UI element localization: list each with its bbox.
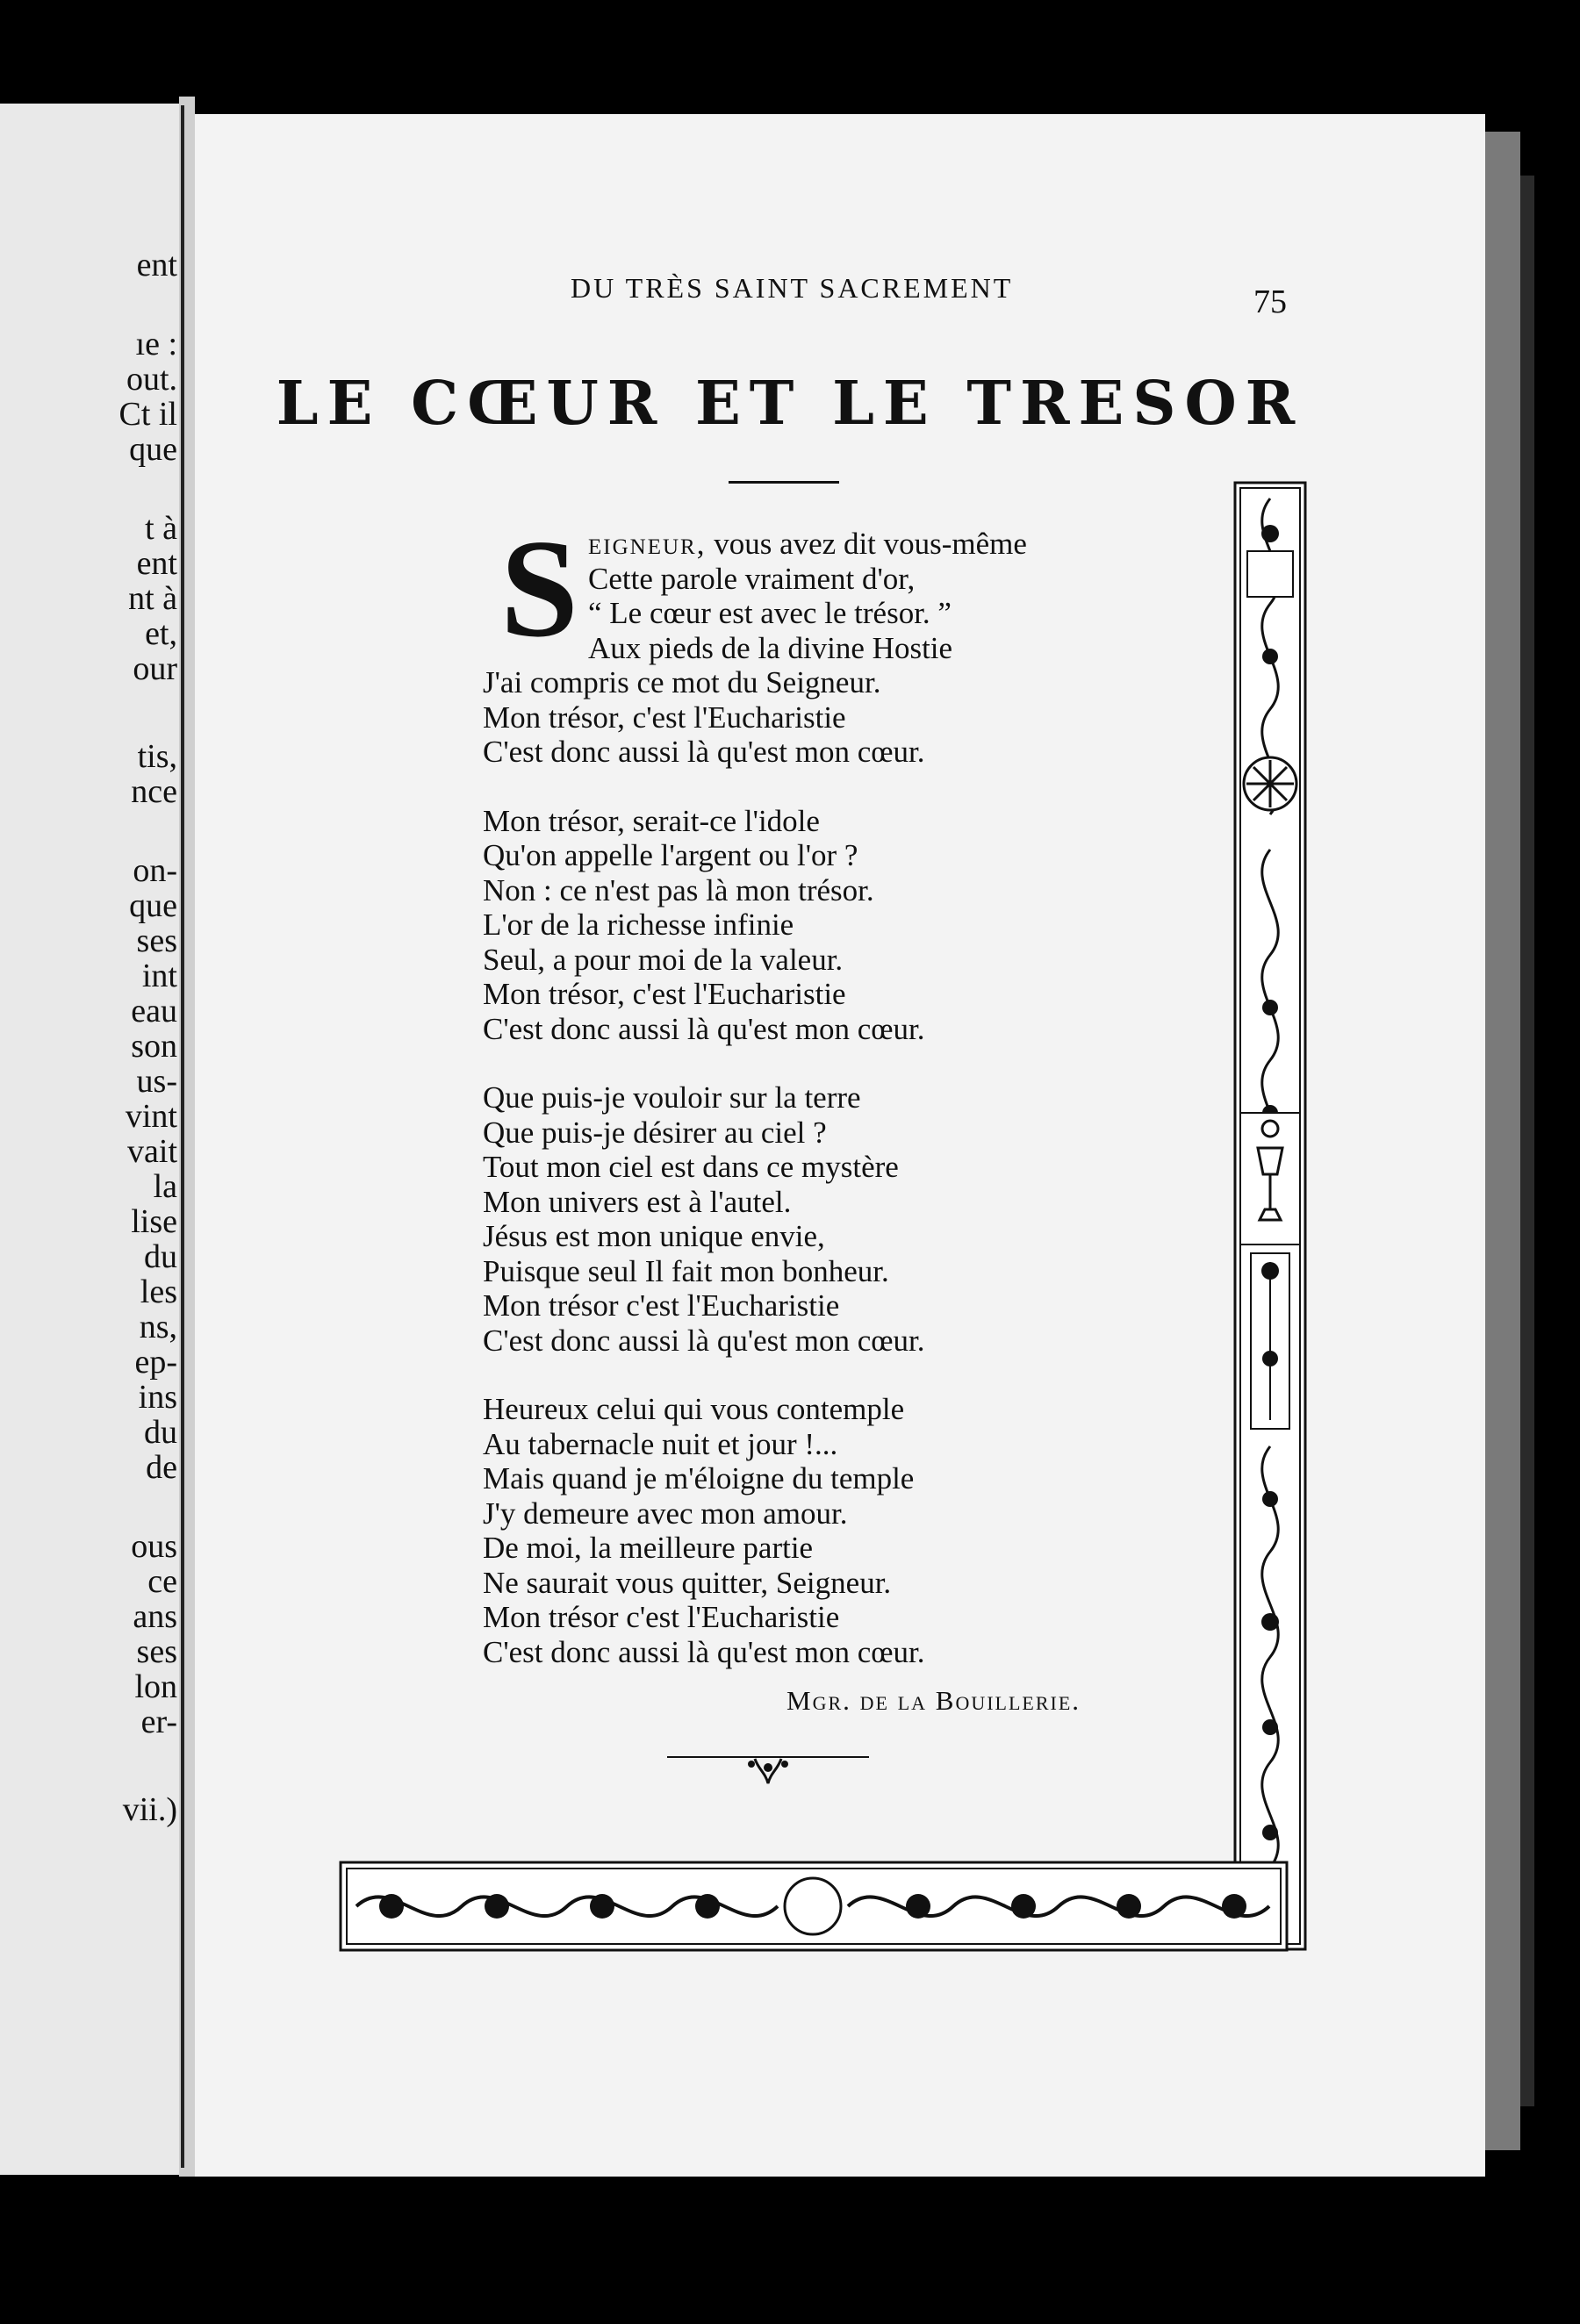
left-page-fragment: t à — [145, 510, 177, 547]
poem-line: C'est donc aussi là qu'est mon cœur. — [483, 1323, 925, 1358]
poem-body — [483, 527, 1185, 1704]
left-page-fragment: tis, — [137, 738, 177, 775]
left-page-fragment: que — [129, 431, 177, 468]
left-page-fragment: er- — [140, 1704, 177, 1740]
left-page-fragment: ans — [133, 1598, 177, 1635]
left-page-fragment: ses — [136, 1633, 177, 1670]
ornamental-border-vertical — [1233, 481, 1307, 1951]
poem-line: Aux pieds de la divine Hostie — [588, 630, 953, 665]
author-signature: Mgr. de la Bouillerie. — [786, 1685, 1081, 1716]
poem-line: Seul, a pour moi de la valeur. — [483, 942, 844, 977]
left-page-fragment: Ct il — [118, 396, 177, 433]
left-page-fragment: us- — [136, 1063, 177, 1100]
left-page-fragment: int — [141, 958, 177, 994]
left-page-fragment: ns, — [139, 1309, 177, 1345]
poem-line: Non : ce n'est pas là mon trésor. — [483, 872, 874, 907]
stanza-2 — [483, 804, 1185, 1047]
ihs-monogram-icon — [1247, 551, 1293, 597]
left-page-fragment: la — [153, 1168, 177, 1205]
stanza-4 — [483, 1392, 1185, 1669]
page-number: 75 — [1253, 283, 1287, 320]
left-page-fragment: ins — [138, 1379, 177, 1416]
stanza-1 — [483, 527, 1185, 770]
poem-line: Au tabernacle nuit et jour !... — [483, 1426, 838, 1461]
left-page-fragment: et, — [145, 615, 177, 652]
poem-line — [483, 527, 1185, 562]
poem-line: C'est donc aussi là qu'est mon cœur. — [483, 735, 925, 769]
left-page-fragment: que — [129, 887, 177, 924]
poem-line: C'est donc aussi là qu'est mon cœur. — [483, 1634, 925, 1669]
left-page-fragment: ent — [136, 545, 177, 582]
left-page-fragment: ses — [136, 922, 177, 959]
left-page-fragment: lise — [131, 1203, 177, 1240]
left-page-fragment: ent — [136, 247, 177, 283]
poem-line: Que puis-je désirer au ciel ? — [483, 1115, 827, 1150]
poem-line: Cette parole vraiment d'or, — [588, 561, 916, 596]
left-page-fragment: ep- — [134, 1344, 177, 1381]
left-page-fragment: vii.) — [122, 1791, 177, 1828]
poem-line: Mon univers est à l'autel. — [483, 1184, 792, 1219]
poem-line: C'est donc aussi là qu'est mon cœur. — [483, 1011, 925, 1046]
left-page-fragment: eau — [131, 993, 177, 1029]
left-page-fragment: our — [133, 650, 177, 687]
book-cover-edge — [1520, 176, 1534, 2106]
poem-line: Jésus est mon unique envie, — [483, 1219, 825, 1253]
opening-smallcaps: eigneur, — [588, 527, 707, 561]
poem-line: Qu'on appelle l'argent ou l'or ? — [483, 838, 858, 872]
running-head: DU TRÈS SAINT SACREMENT — [571, 272, 1014, 304]
left-page-fragment: vait — [127, 1133, 177, 1170]
poem-line: J'y demeure avec mon amour. — [483, 1496, 848, 1531]
left-page-fragment: de — [146, 1449, 177, 1486]
title-rule — [729, 481, 839, 484]
poem-line: Puisque seul Il fait mon bonheur. — [483, 1253, 889, 1288]
left-page-fragment: les — [140, 1273, 177, 1310]
poem-line: Mon trésor, c'est l'Eucharistie — [483, 699, 846, 735]
poem-line: J'ai compris ce mot du Seigneur. — [483, 665, 881, 699]
left-page-fragment: lon — [134, 1668, 177, 1705]
fleuron-icon — [667, 1748, 869, 1792]
left-page-fragment: ce — [147, 1563, 177, 1600]
poem-line: Que puis-je vouloir sur la terre — [483, 1080, 861, 1115]
poem-line: Ne saurait vous quitter, Seigneur. — [483, 1565, 892, 1600]
left-page-fragment: nt à — [128, 580, 177, 617]
poem-line: Mon trésor c'est l'Eucharistie — [483, 1288, 840, 1323]
poem-line: Mon trésor, c'est l'Eucharistie — [483, 977, 846, 1011]
poem-line: L'or de la richesse infinie — [483, 907, 794, 942]
left-page-fragment: out. — [126, 361, 177, 398]
poem-line: Heureux celui qui vous contemple — [483, 1392, 905, 1426]
left-page-fragment: du — [144, 1238, 177, 1275]
poem-line: Mais quand je m'éloigne du temple — [483, 1461, 915, 1496]
poem-line: “ Le cœur est avec le trésor. ” — [588, 596, 952, 630]
left-page-fragment: du — [144, 1414, 177, 1451]
poem-line: Mon trésor c'est l'Eucharistie — [483, 1600, 840, 1634]
stanza-3 — [483, 1080, 1185, 1358]
poem-line: Mon trésor, serait-ce l'idole — [483, 803, 820, 838]
poem-title: LE CŒUR ET LE TRESOR — [276, 369, 1304, 439]
drop-cap: S — [500, 510, 578, 666]
poem-line: De moi, la meilleure partie — [483, 1531, 814, 1565]
left-page-fragment: vint — [125, 1098, 177, 1135]
poem-line: Tout mon ciel est dans ce mystère — [483, 1150, 899, 1184]
left-page-fragment: nce — [131, 773, 177, 810]
ihs-monogram-icon — [785, 1878, 841, 1934]
left-page-fragment: on- — [133, 852, 177, 889]
left-page-fragment: son — [131, 1028, 177, 1065]
ornamental-border-horizontal — [339, 1861, 1289, 1952]
opening-rest: vous avez dit vous-même — [706, 527, 1027, 561]
left-page-fragment: ous — [131, 1528, 177, 1565]
left-page-fragment: ıe : — [135, 326, 177, 362]
